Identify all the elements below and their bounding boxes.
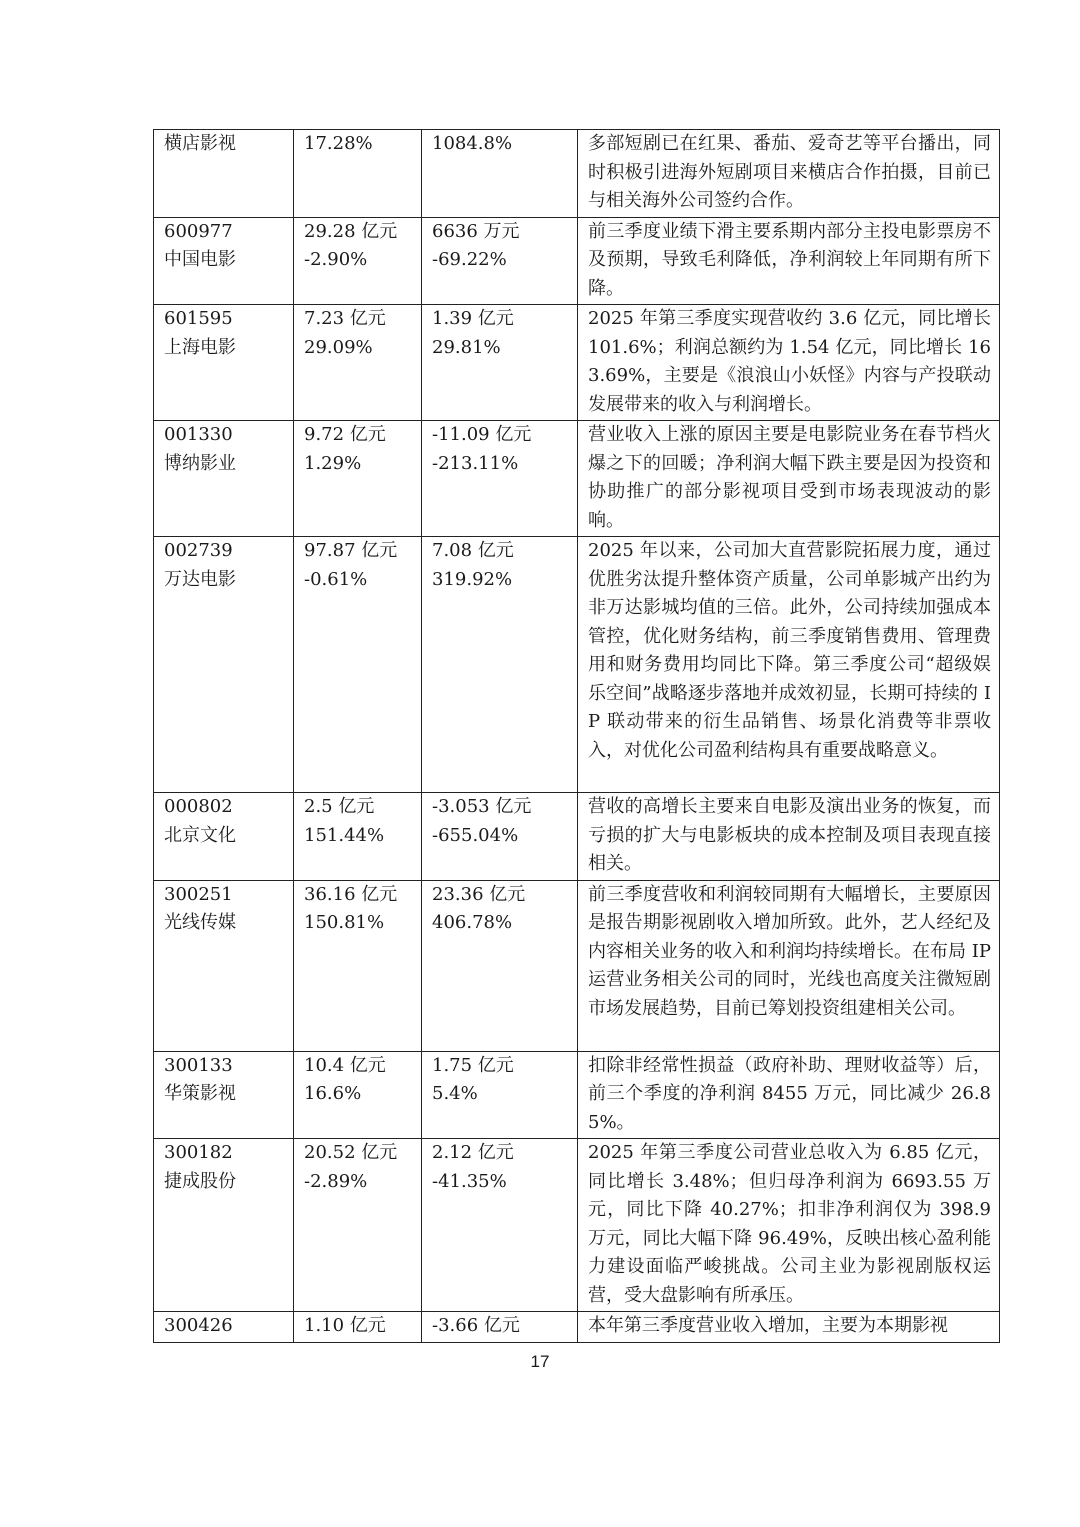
profit-change: 406.78%	[432, 912, 513, 933]
table-row	[154, 130, 1000, 218]
revenue-cell	[294, 537, 422, 793]
company-name: 北京文化	[164, 824, 236, 846]
profit-value: 1.39 亿元	[432, 308, 514, 329]
profit-change: -655.04%	[432, 824, 519, 846]
revenue-change: 151.44%	[304, 824, 385, 846]
note-cell	[578, 1312, 1000, 1343]
stock-code: 300182	[164, 1142, 233, 1163]
stock-code: 300133	[164, 1054, 233, 1076]
revenue-value: 10.4 亿元	[304, 1054, 386, 1076]
revenue-value: 97.87 亿元	[304, 540, 398, 561]
revenue-cell	[294, 217, 422, 305]
profit-value: 2.12 亿元	[432, 1142, 514, 1163]
revenue-value: 17.28%	[304, 133, 373, 154]
stock-code: 300426	[164, 1315, 233, 1336]
company-cell	[154, 1312, 294, 1343]
profit-value: 1.75 亿元	[432, 1054, 514, 1076]
company-cell	[154, 537, 294, 793]
profit-cell	[422, 537, 578, 793]
profit-cell	[422, 305, 578, 421]
company-cell	[154, 217, 294, 305]
note-cell: 2025 年以来，公司加大直营影院拓展力度，通过优胜劣汰提升整体资产质量，公司单影城产出约为非万达影城均值的三倍。此外，公司持续加强成本管控，优化财务结构，前三季度销售费用、管理费用和财务费用均同比下降。第三季度公司“超级娱乐空间”战略逐步落地并成效初显，长期可持续的 IP 联动带来的衍生品销售、场景化消费等非票收入，对优化公司盈利结构具有重要战略意义。	[578, 537, 1000, 793]
note-cell: 2025 年第三季度公司营业总收入为 6.85 亿元，同比增长 3.48%；但归母净利润为 6693.55 万元，同比下降 40.27%；扣非净利润仅为 398.9 万元，同比大幅下降 96.49%，反映出核心盈利能力建设面临严峻挑战。公司主业为影视剧版权运营，受大盘影响有所承压。	[578, 1139, 1000, 1312]
company-name: 博纳影业	[164, 452, 236, 474]
revenue-value: 9.72 亿元	[304, 424, 386, 445]
company-name: 上海电影	[164, 336, 236, 358]
revenue-cell	[294, 130, 422, 218]
profit-value: 1084.8%	[432, 133, 513, 154]
profit-cell	[422, 130, 578, 218]
revenue-cell	[294, 793, 422, 881]
company-name: 华策影视	[164, 1083, 236, 1104]
company-cell	[154, 793, 294, 881]
profit-change: -41.35%	[432, 1170, 507, 1192]
profit-cell	[422, 793, 578, 881]
profit-cell	[422, 1312, 578, 1343]
profit-change: -69.22%	[432, 249, 507, 270]
company-name: 光线传媒	[164, 912, 236, 933]
profit-value: -3.053 亿元	[432, 796, 532, 817]
table-row	[154, 537, 1000, 793]
company-cell	[154, 305, 294, 421]
profit-cell	[422, 1139, 578, 1312]
profit-cell	[422, 421, 578, 537]
stock-code: 000802	[164, 796, 233, 817]
revenue-cell	[294, 1312, 422, 1343]
revenue-cell	[294, 1051, 422, 1139]
note-cell: 营业收入上涨的原因主要是电影院业务在春节档火爆之下的回暖；净利润大幅下跌主要是因为投资和协助推广的部分影视项目受到市场表现波动的影响。	[578, 421, 1000, 537]
profit-value: 6636 万元	[432, 220, 520, 242]
revenue-cell	[294, 305, 422, 421]
profit-value: 7.08 亿元	[432, 540, 514, 561]
revenue-change: -2.89%	[304, 1170, 368, 1192]
note-cell: 营收的高增长主要来自电影及演出业务的恢复，而亏损的扩大与电影板块的成本控制及项目表现直接相关。	[578, 793, 1000, 881]
revenue-change: 16.6%	[304, 1083, 362, 1104]
company-cell	[154, 130, 294, 218]
revenue-change: 1.29%	[304, 452, 362, 474]
stock-code: 601595	[164, 308, 233, 329]
stock-code: 300251	[164, 883, 233, 905]
revenue-value: 36.16 亿元	[304, 883, 398, 905]
company-name: 万达电影	[164, 568, 236, 590]
revenue-cell	[294, 421, 422, 537]
table-row	[154, 1139, 1000, 1312]
stock-code: 001330	[164, 424, 233, 445]
stock-code: 002739	[164, 540, 233, 561]
table-row	[154, 793, 1000, 881]
profit-change: 319.92%	[432, 568, 513, 590]
note-text: 本年第三季度营业收入增加，主要为本期影视	[588, 1315, 948, 1336]
profit-value: -11.09 亿元	[432, 424, 532, 445]
company-cell	[154, 421, 294, 537]
profit-value: -3.66 亿元	[432, 1315, 520, 1336]
revenue-value: 29.28 亿元	[304, 220, 398, 242]
stock-code: 600977	[164, 220, 233, 242]
page-number: 17	[530, 1352, 550, 1371]
company-name: 中国电影	[164, 249, 236, 270]
profit-cell	[422, 880, 578, 1051]
profit-change: -213.11%	[432, 452, 519, 474]
table-row	[154, 217, 1000, 305]
revenue-cell	[294, 880, 422, 1051]
note-cell: 前三季度营收和利润较同期有大幅增长，主要原因是报告期影视剧收入增加所致。此外，艺人经纪及内容相关业务的收入和利润均持续增长。在布局 IP 运营业务相关公司的同时，光线也高度关注微短剧市场发展趋势，目前已筹划投资组建相关公司。	[578, 880, 1000, 1051]
company-cell	[154, 880, 294, 1051]
profit-value: 23.36 亿元	[432, 883, 526, 905]
profit-cell	[422, 1051, 578, 1139]
profit-change: 5.4%	[432, 1083, 478, 1104]
revenue-cell	[294, 1139, 422, 1312]
profit-cell	[422, 217, 578, 305]
note-cell: 扣除非经常性损益（政府补助、理财收益等）后，前三个季度的净利润 8455 万元，同比减少 26.85%。	[578, 1051, 1000, 1139]
company-cell	[154, 1139, 294, 1312]
revenue-value: 7.23 亿元	[304, 308, 386, 329]
revenue-change: -2.90%	[304, 249, 368, 270]
revenue-change: 150.81%	[304, 912, 385, 933]
revenue-change: -0.61%	[304, 568, 368, 590]
table-row	[154, 305, 1000, 421]
table-row	[154, 1312, 1000, 1343]
note-cell: 2025 年第三季度实现营收约 3.6 亿元，同比增长 101.6%；利润总额约为 1.54 亿元，同比增长 163.69%，主要是《浪浪山小妖怪》内容与产投联动发展带来的收入与利润增长。	[578, 305, 1000, 421]
profit-change: 29.81%	[432, 336, 501, 358]
note-cell: 多部短剧已在红果、番茄、爱奇艺等平台播出，同时积极引进海外短剧项目来横店合作拍摄，目前已与相关海外公司签约合作。	[578, 130, 1000, 218]
revenue-change: 29.09%	[304, 336, 373, 358]
revenue-value: 1.10 亿元	[304, 1315, 386, 1336]
note-cell: 前三季度业绩下滑主要系期内部分主投电影票房不及预期，导致毛利降低，净利润较上年同期有所下降。	[578, 217, 1000, 305]
table-row	[154, 421, 1000, 537]
table-row	[154, 1051, 1000, 1139]
revenue-value: 20.52 亿元	[304, 1142, 398, 1163]
financial-table	[153, 129, 1000, 1343]
company-name: 横店影视	[164, 133, 236, 154]
table-row	[154, 880, 1000, 1051]
revenue-value: 2.5 亿元	[304, 796, 375, 817]
company-name: 捷成股份	[164, 1170, 236, 1192]
company-cell	[154, 1051, 294, 1139]
